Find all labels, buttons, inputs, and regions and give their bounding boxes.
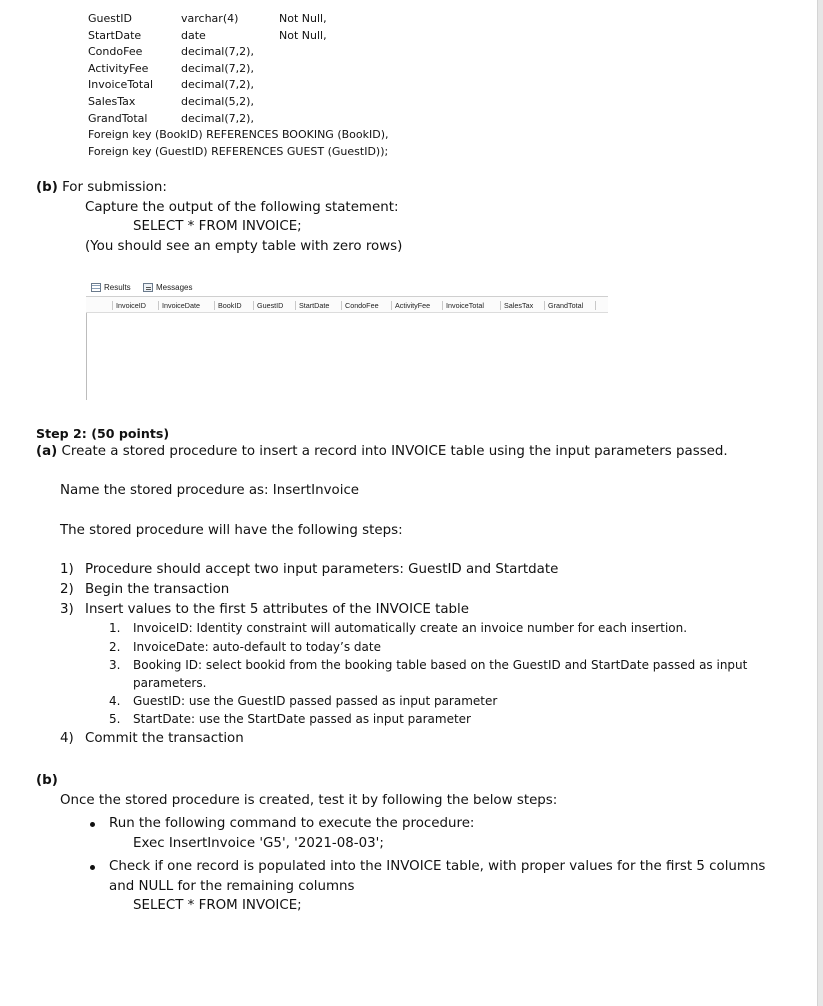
column-type: decimal(5,2), <box>181 94 254 108</box>
list-item-text: Begin the transaction <box>85 582 230 597</box>
bullet-icon <box>90 865 95 870</box>
schema-row <box>88 44 389 61</box>
schema-row <box>88 28 389 45</box>
column-header: GrandTotal <box>544 301 583 310</box>
foreign-key-bookid: Foreign key (BookID) REFERENCES BOOKING (BookID), <box>88 128 389 142</box>
schema-row <box>88 61 389 78</box>
tab-messages[interactable] <box>143 283 192 292</box>
test-intro: Once the stored procedure is created, test it by following the below steps: <box>60 793 558 808</box>
column-header: StartDate <box>295 301 329 310</box>
column-constraint: Not Null, <box>279 12 327 25</box>
procedure-name-line: Name the stored procedure as: InsertInvoice <box>60 483 360 498</box>
part-b-heading <box>36 180 167 195</box>
column-name: ActivityFee <box>88 61 149 75</box>
list-item <box>60 562 74 577</box>
step2-part-a <box>36 444 728 459</box>
part-a-text: Create a stored procedure to insert a record into INVOICE table using the input parameters passed. <box>57 444 728 459</box>
column-header: ActivityFee <box>391 301 430 310</box>
column-divider <box>595 301 599 310</box>
schema-row <box>88 11 389 28</box>
bullet-text: and NULL for the remaining columns <box>109 879 355 894</box>
bullet-text: Check if one record is populated into the INVOICE table, with proper values for the first 5 columns <box>109 859 766 874</box>
results-tabs <box>88 282 608 296</box>
column-name: GrandTotal <box>88 111 148 125</box>
part-a-label: (a) <box>36 444 58 459</box>
bullet-text: Run the following command to execute the procedure: <box>109 816 475 831</box>
schema-row <box>88 77 389 94</box>
list-item-text: Procedure should accept two input parameters: GuestID and Startdate <box>85 562 559 577</box>
list-number: 2) <box>60 582 74 597</box>
schema-row <box>88 94 389 111</box>
column-type: date <box>181 28 206 42</box>
column-name: InvoiceTotal <box>88 78 154 92</box>
sql-statement: SELECT * FROM INVOICE; <box>133 219 302 234</box>
part-b2-label: (b) <box>36 773 58 788</box>
tab-messages-label: Messages <box>156 283 193 292</box>
column-name: GuestID <box>88 12 133 25</box>
column-header: BookID <box>214 301 242 310</box>
table-schema <box>88 11 389 160</box>
column-header: InvoiceDate <box>158 301 200 310</box>
list-item-text: Commit the transaction <box>85 731 244 746</box>
sub-list-number: 4. <box>109 694 121 708</box>
empty-table-note: (You should see an empty table with zero rows) <box>85 239 403 254</box>
list-item <box>60 582 74 597</box>
page-edge <box>817 0 823 1006</box>
schema-row <box>88 111 389 128</box>
sub-list-text: GuestID: use the GuestID passed passed as input parameter <box>133 694 498 708</box>
column-type: varchar(4) <box>181 12 239 25</box>
sub-list-text: Booking ID: select bookid from the booking table based on the GuestID and StartDate passed as input <box>133 658 748 672</box>
column-name: StartDate <box>88 28 142 42</box>
sub-list-number: 3. <box>109 658 121 672</box>
column-name: CondoFee <box>88 45 143 59</box>
column-type: decimal(7,2), <box>181 111 254 125</box>
list-item-text: Insert values to the first 5 attributes of the INVOICE table <box>85 602 469 617</box>
sub-list-text: InvoiceDate: auto-default to today’s date <box>133 640 381 654</box>
step2-title: Step 2: (50 points) <box>36 426 170 441</box>
sub-list-text: InvoiceID: Identity constraint will automatically create an invoice number for each insertion. <box>133 621 688 635</box>
bullet-icon <box>90 822 95 827</box>
messages-icon <box>143 283 153 292</box>
list-number: 1) <box>60 562 74 577</box>
capture-instruction: Capture the output of the following statement: <box>85 200 399 215</box>
sql-statement: SELECT * FROM INVOICE; <box>133 898 302 913</box>
column-type: decimal(7,2), <box>181 61 254 75</box>
foreign-key-guestid: Foreign key (GuestID) REFERENCES GUEST (GuestID)); <box>88 144 389 158</box>
tab-results[interactable] <box>91 283 131 292</box>
results-grid-header <box>86 296 608 313</box>
sub-list-text: StartDate: use the StartDate passed as input parameter <box>133 712 471 726</box>
column-header: CondoFee <box>341 301 379 310</box>
column-header: InvoiceTotal <box>442 301 484 310</box>
column-type: decimal(7,2), <box>181 78 254 92</box>
part-b-heading-text: For submission: <box>57 180 167 195</box>
part-b-label: (b) <box>36 180 58 195</box>
sub-list-number: 5. <box>109 712 121 726</box>
column-name: SalesTax <box>88 94 136 108</box>
column-header: InvoiceID <box>112 301 146 310</box>
column-constraint: Not Null, <box>279 28 327 42</box>
exec-command: Exec InsertInvoice 'G5', '2021-08-03'; <box>133 836 384 851</box>
sub-list-number: 2. <box>109 640 121 654</box>
column-type: decimal(7,2), <box>181 45 254 59</box>
sub-list-number: 1. <box>109 621 121 635</box>
sub-list-text: parameters. <box>133 676 207 690</box>
list-number: 4) <box>60 731 74 746</box>
column-header: GuestID <box>253 301 283 310</box>
grid-icon <box>91 283 101 292</box>
steps-intro: The stored procedure will have the following steps: <box>60 523 403 538</box>
list-number: 3) <box>60 602 74 617</box>
list-item <box>60 602 74 617</box>
column-header: SalesTax <box>500 301 533 310</box>
tab-results-label: Results <box>104 283 131 292</box>
